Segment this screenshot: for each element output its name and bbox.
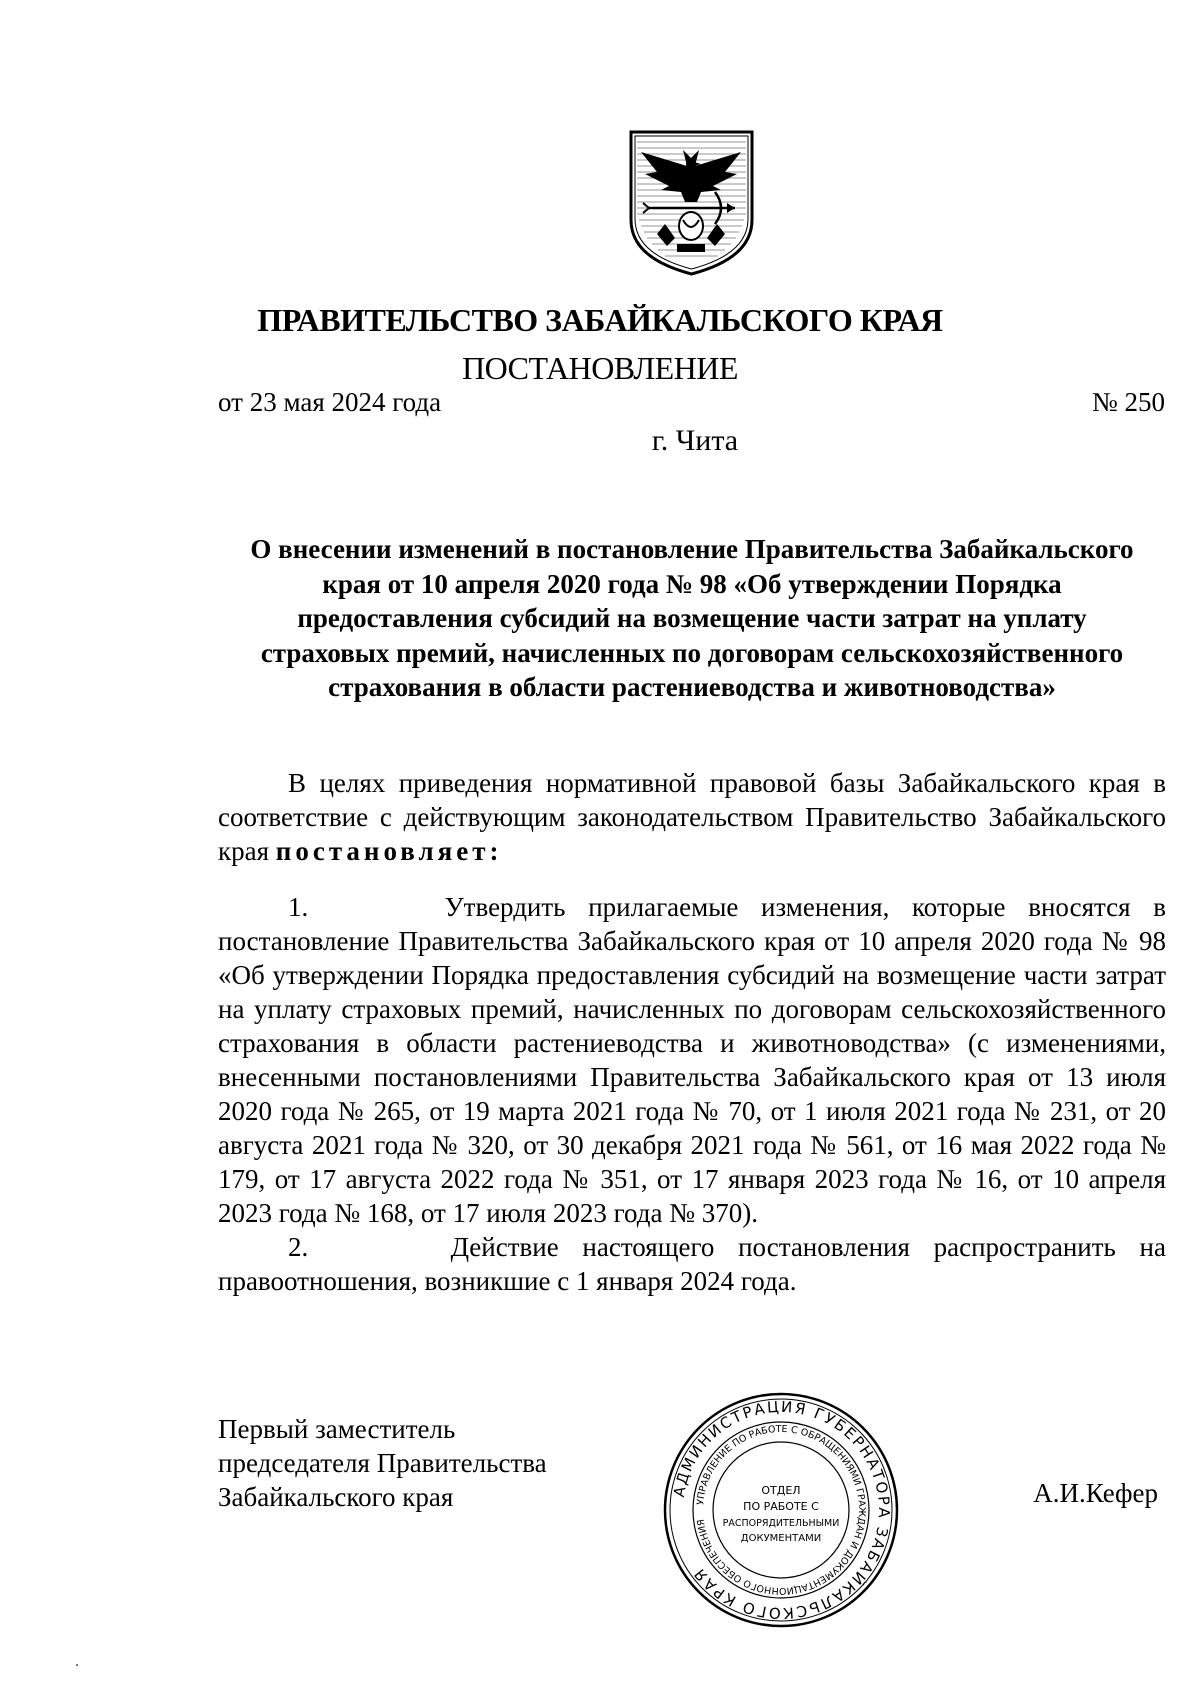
signer-position-line: Первый заместитель (218, 1414, 456, 1444)
resolve-word: постановляет: (275, 836, 503, 866)
heading-line: края от 10 апреля 2020 года № 98 «Об утверждении Порядка (322, 568, 1062, 599)
stamp-inner-ring-text: УПРАВЛЕНИЕ ПО РАБОТЕ С ОБРАЩЕНИЯМИ ГРАЖДАН И ДОКУМЕНТАЦИОННОГО ОБЕСПЕЧЕНИЯ (695, 1423, 868, 1597)
item-2-paragraph (218, 1230, 1166, 1298)
stamp-center-line: ПО РАБОТЕ С (743, 1500, 819, 1513)
scan-speck (76, 1664, 78, 1666)
heading-line: предоставления субсидий на возмещение части затрат на уплату (297, 603, 1087, 633)
stamp-center-line: ОТДЕЛ (761, 1484, 801, 1497)
heading-line: страхования в области растениеводства и животноводства» (328, 672, 1056, 702)
item-1-text: Утвердить прилагаемые изменения, которые вносятся в постановление Правительства Забайкальского края от 10 апреля 2020 года № 98 «Об утверждении Порядка предоставления субсидий на возмещение части затрат на уплату страховых премий, начисленных по договорам сельскохозяйственного страхования в области растениеводства и животноводства» (с изменениями, внесенными постановлениями Правительства Забайкальского края от 13 июля 2020 года № 265, от 19 марта 2021 года № 70, от 1 июля 2021 года № 231, от 20 августа 2021 года № 320, от 30 декабря 2021 года № 561, от 16 мая 2022 года № 179, от 17 августа 2022 года № 351, от 17 января 2023 года № 16, от 10 апреля 2023 года № 168, от 17 июля 2023 года № 370). (218, 892, 1167, 1228)
signer-position-line: председателя Правительства (218, 1448, 547, 1478)
heading-line: О внесении изменений в постановление Правительства Забайкальского (250, 534, 1134, 564)
document-type: ПОСТАНОВЛЕНИЕ (462, 350, 738, 386)
item-2-number: 2. (288, 1232, 309, 1262)
stamp-outer-text: АДМИНИСТРАЦИЯ ГУБЕРНАТОРА ЗАБАЙКАЛЬСКОГО КРАЯ (669, 1397, 894, 1623)
government-title: ПРАВИТЕЛЬСТВО ЗАБАЙКАЛЬСКОГО КРАЯ (257, 302, 943, 338)
item-1-number: 1. (288, 892, 309, 922)
item-1-paragraph (218, 890, 1166, 1230)
official-stamp (661, 1390, 901, 1630)
stamp-center-line: РАСПОРЯДИТЕЛЬНЫМИ (722, 1518, 840, 1529)
document-heading (218, 532, 1166, 705)
item-2-text: Действие настоящего постановления распространить на правоотношения, возникшие с 1 января 2024 года. (218, 1232, 1166, 1296)
document-number: № 250 (1091, 387, 1165, 417)
heading-line: страховых премий, начисленных по договорам сельскохозяйственного (260, 637, 1124, 668)
signer-position-line: Забайкальского края (218, 1482, 454, 1512)
signer-name: А.И.Кефер (1033, 1478, 1158, 1508)
preamble-text: В целях приведения нормативной правовой базы Забайкальского края в соответствие с действующим законодательством Правительство Забайкальского края (218, 768, 1166, 866)
document-city: г. Чита (651, 424, 739, 457)
document-date: от 23 мая 2024 года (218, 387, 442, 417)
stamp-center-line: ДОКУМЕНТАМИ (740, 1533, 822, 1544)
signer-position (218, 1412, 547, 1514)
document-body (218, 766, 1166, 1298)
preamble-paragraph (218, 766, 1166, 868)
zabaikalsky-coat-of-arms-icon (627, 128, 756, 278)
